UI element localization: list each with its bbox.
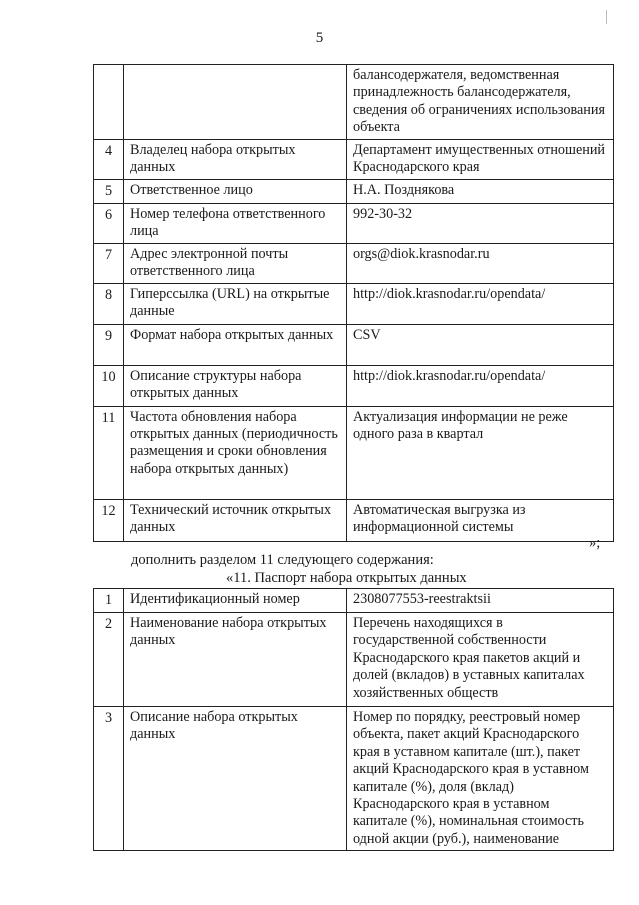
table-row bbox=[94, 283, 614, 324]
table-row bbox=[94, 499, 614, 541]
page-number: 5 bbox=[315, 30, 324, 46]
row-name: Формат набора открытых данных bbox=[124, 324, 347, 365]
row-value: Департамент имущественных отношений Краснодарского края bbox=[347, 139, 614, 179]
row-number: 11 bbox=[94, 406, 124, 499]
table-row bbox=[94, 65, 614, 140]
row-value: 2308077553-reestraktsii bbox=[347, 589, 614, 613]
row-value: Перечень находящихся в государственной собственности Краснодарского края пакетов акций и долей (вкладов) в уставных капиталах хозяйственных обществ bbox=[347, 613, 614, 707]
row-name: Технический источник открытых данных bbox=[124, 499, 347, 541]
dataset-passport-table bbox=[93, 588, 614, 851]
dataset-attributes-table bbox=[93, 64, 614, 542]
row-number: 1 bbox=[94, 589, 124, 613]
row-value: orgs@diok.krasnodar.ru bbox=[347, 243, 614, 283]
row-name: Описание структуры набора открытых данных bbox=[124, 365, 347, 406]
row-number: 3 bbox=[94, 707, 124, 851]
row-number: 7 bbox=[94, 243, 124, 283]
row-name: Владелец набора открытых данных bbox=[124, 139, 347, 179]
row-number: 12 bbox=[94, 499, 124, 541]
row-number: 9 bbox=[94, 324, 124, 365]
row-name: Ответственное лицо bbox=[124, 179, 347, 203]
row-value: CSV bbox=[347, 324, 614, 365]
row-number: 4 bbox=[94, 139, 124, 179]
table-row bbox=[94, 203, 614, 243]
row-name: Наименование набора открытых данных bbox=[124, 613, 347, 707]
row-name: Гиперссылка (URL) на открытые данные bbox=[124, 283, 347, 324]
table-row bbox=[94, 324, 614, 365]
table-row bbox=[94, 589, 614, 613]
table-row bbox=[94, 406, 614, 499]
table-row bbox=[94, 613, 614, 707]
row-value: 992-30-32 bbox=[347, 203, 614, 243]
section-title: «11. Паспорт набора открытых данных bbox=[226, 570, 467, 586]
table-row bbox=[94, 707, 614, 851]
row-number: 10 bbox=[94, 365, 124, 406]
row-number bbox=[94, 65, 124, 140]
row-name: Адрес электронной почты ответственного лица bbox=[124, 243, 347, 283]
row-number: 8 bbox=[94, 283, 124, 324]
append-instruction: дополнить разделом 11 следующего содержания: bbox=[131, 552, 434, 568]
table-row bbox=[94, 365, 614, 406]
row-value: Н.А. Позднякова bbox=[347, 179, 614, 203]
scan-artifact bbox=[606, 10, 607, 24]
table-row bbox=[94, 243, 614, 283]
row-value: http://diok.krasnodar.ru/opendata/ bbox=[347, 283, 614, 324]
row-value: Номер по порядку, реестровый номер объекта, пакет акций Краснодарского края в уставном капитале (шт.), пакет акций Краснодарского края в уставном капитале (%), доля (вклад) Краснодарского края в уставном капитале (%), номинальная стоимость одной акции (руб.), наименование bbox=[347, 707, 614, 851]
row-name: Номер телефона ответственного лица bbox=[124, 203, 347, 243]
row-value: Автоматическая выгрузка из информационной системы bbox=[347, 499, 614, 541]
row-number: 5 bbox=[94, 179, 124, 203]
row-name: Идентификационный номер bbox=[124, 589, 347, 613]
table-row bbox=[94, 179, 614, 203]
table-row bbox=[94, 139, 614, 179]
row-number: 2 bbox=[94, 613, 124, 707]
row-value: балансодержателя, ведомственная принадлежность балансодержателя, сведения об ограничениях использования объекта bbox=[347, 65, 614, 140]
row-name: Описание набора открытых данных bbox=[124, 707, 347, 851]
row-value: http://diok.krasnodar.ru/opendata/ bbox=[347, 365, 614, 406]
row-value: Актуализация информации не реже одного раза в квартал bbox=[347, 406, 614, 499]
closing-quote: »; bbox=[589, 535, 601, 551]
row-number: 6 bbox=[94, 203, 124, 243]
row-name: Частота обновления набора открытых данных (периодичность размещения и сроки обновления набора открытых данных) bbox=[124, 406, 347, 499]
row-name bbox=[124, 65, 347, 140]
